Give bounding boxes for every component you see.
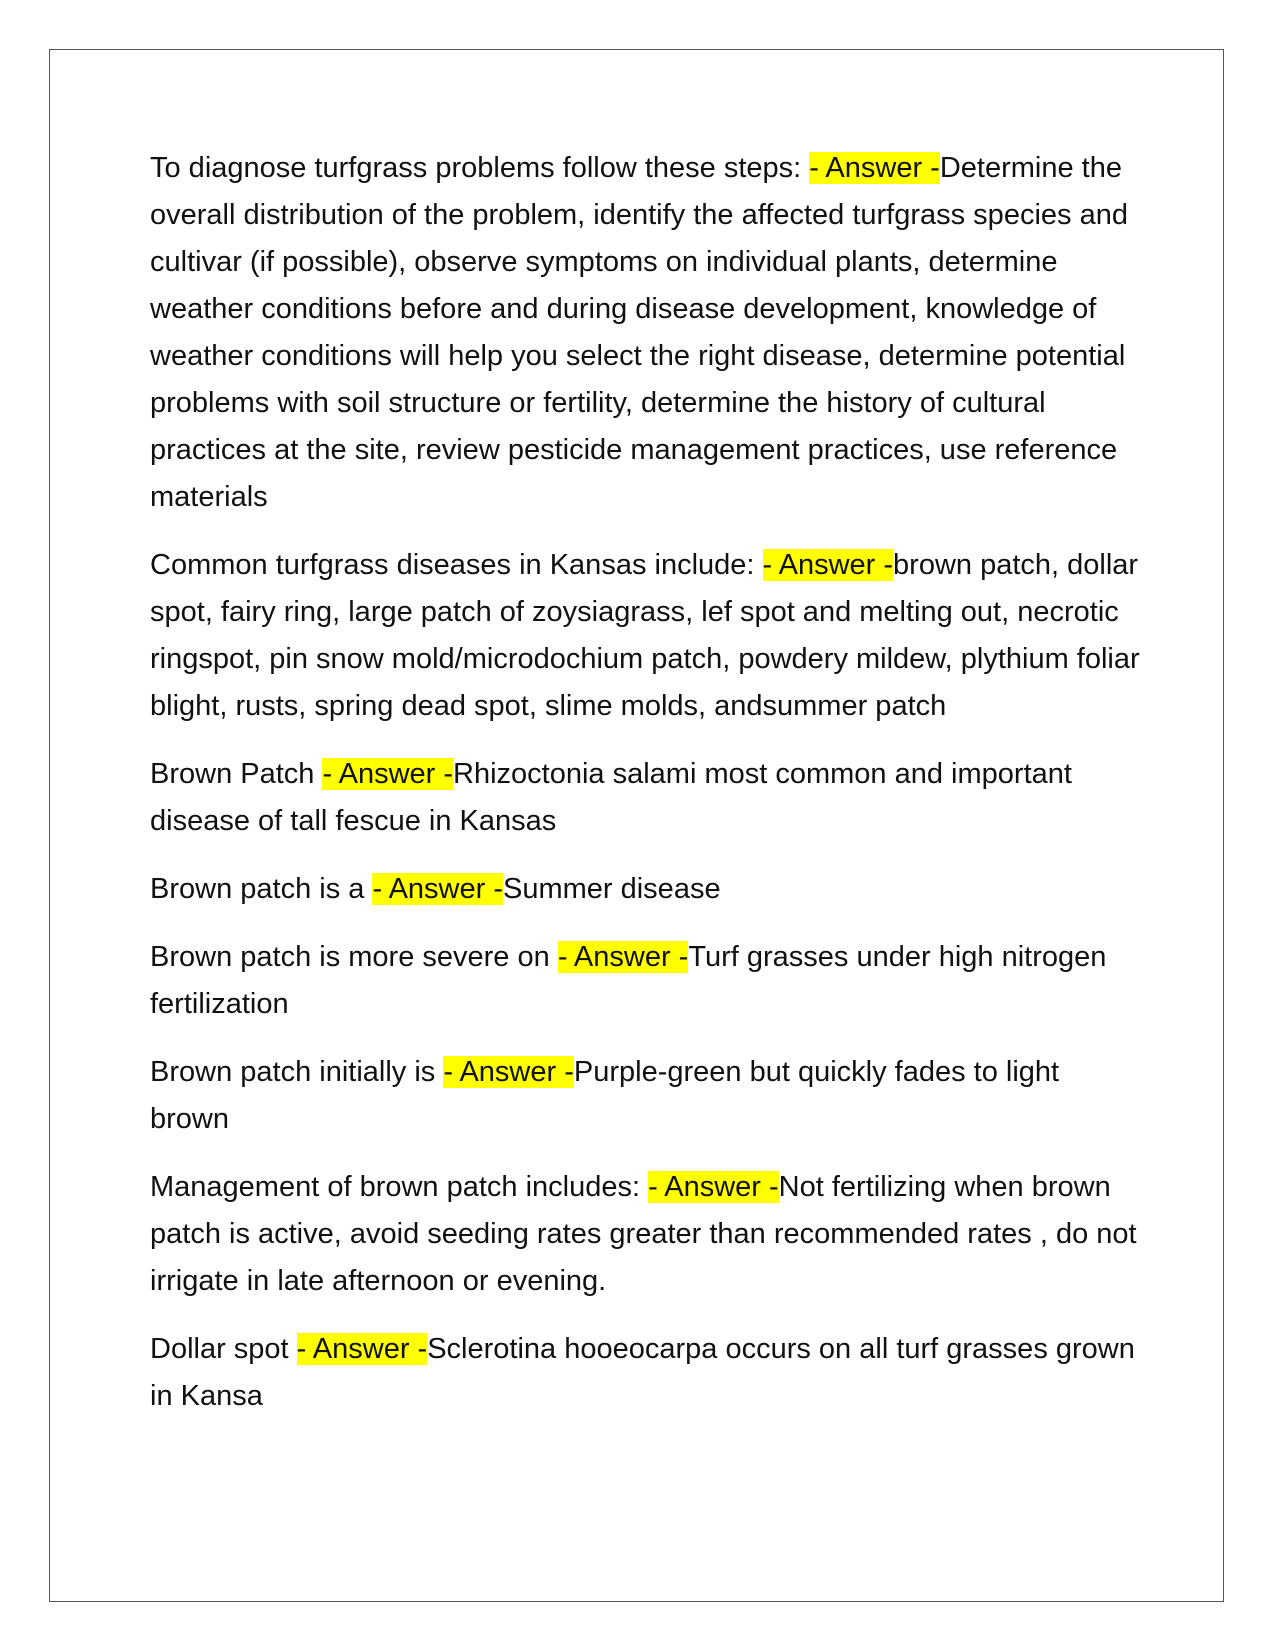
answer-text: Not fertilizing when brown patch is active, avoid seeding rates greater than recommended rates , do not irrigate in late afternoon or evening. (150, 1171, 1137, 1297)
qa-entry (150, 145, 1140, 521)
answer-text: Turf grasses under high nitrogen fertilization (150, 941, 1107, 1020)
question-text: Dollar spot (150, 1333, 297, 1365)
qa-entry (150, 934, 1140, 1028)
qa-entry (150, 1326, 1140, 1420)
answer-text: Summer disease (502, 873, 721, 905)
answer-marker: - Answer - (443, 1056, 574, 1088)
answer-marker: - Answer - (322, 758, 454, 790)
question-text: Brown patch is more severe on (150, 941, 558, 973)
answer-marker: - Answer - (296, 1333, 428, 1365)
question-text: Brown Patch (150, 758, 323, 790)
qa-entry (150, 1164, 1140, 1305)
question-text: Brown patch initially is (150, 1056, 444, 1088)
answer-text: Rhizoctonia salami most common and important disease of tall fescue in Kansas (150, 758, 1072, 837)
answer-marker: - Answer - (762, 549, 894, 581)
answer-marker: - Answer - (648, 1171, 779, 1203)
answer-marker: - Answer - (809, 152, 940, 184)
document-body (150, 145, 1140, 1441)
qa-entry (150, 542, 1140, 730)
qa-entry (150, 1049, 1140, 1143)
qa-entry (150, 866, 1140, 913)
answer-marker: - Answer - (372, 873, 503, 905)
answer-text: Purple-green but quickly fades to light brown (150, 1056, 1060, 1135)
question-text: Management of brown patch includes: (150, 1171, 649, 1203)
answer-text: Determine the overall distribution of the problem, identify the affected turfgrass species and cultivar (if possible), observe symptoms on individual plants, determine weather conditions before and during disease development, knowledge of weather conditions will help you select the right disease, determine potential problems with soil structure or fertility, determine the history of cultural practices at the site, review pesticide management practices, use reference materials (150, 152, 1128, 513)
question-text: Common turfgrass diseases in Kansas include: (150, 549, 763, 581)
question-text: To diagnose turfgrass problems follow these steps: (150, 152, 810, 184)
qa-entry (150, 751, 1140, 845)
answer-text: Sclerotina hooeocarpa occurs on all turf grasses grown in Kansa (150, 1333, 1135, 1412)
answer-marker: - Answer - (557, 941, 689, 973)
question-text: Brown patch is a (150, 873, 373, 905)
answer-text: brown patch, dollar spot, fairy ring, large patch of zoysiagrass, lef spot and melting out, necrotic ringspot, pin snow mold/microdochium patch, powdery mildew, plythium foliar blight, rusts, spring dead spot, slime molds, andsummer patch (150, 549, 1140, 722)
